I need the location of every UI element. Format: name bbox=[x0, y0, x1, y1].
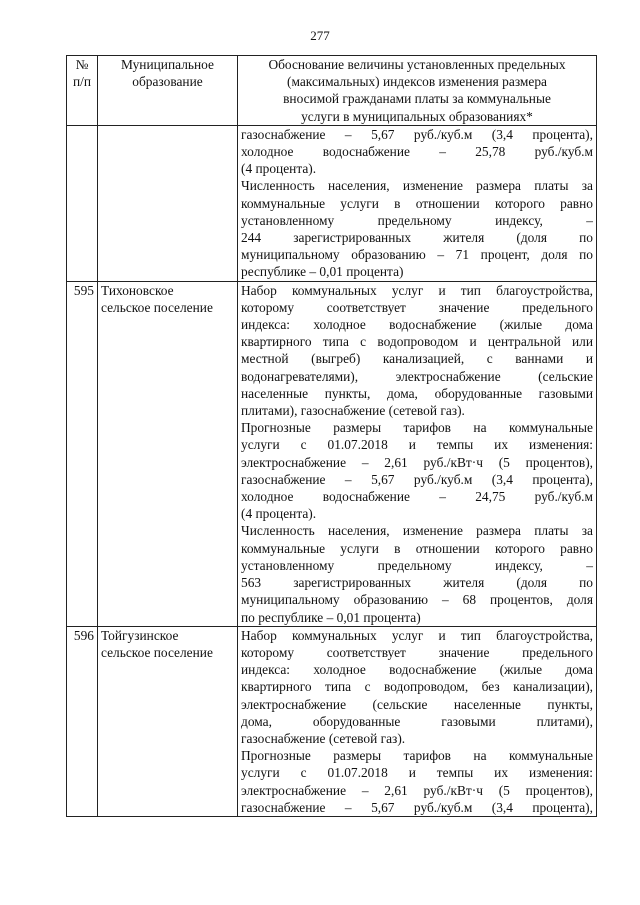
header-number-line: п/п bbox=[72, 74, 92, 90]
justification-text-line: Численность населения, изменение размера платы за bbox=[241, 523, 593, 539]
justification-text-line: Набор коммунальных услуг и тип благоустройства, bbox=[241, 627, 593, 643]
justification-text-line: муниципальному образованию – 68 процентов, доля bbox=[241, 592, 593, 608]
justification-text-line: Численность населения, изменение размера платы за bbox=[241, 178, 593, 194]
row-number-cell bbox=[67, 125, 98, 281]
header-justification-line: вносимой гражданами платы за коммунальные bbox=[283, 91, 551, 107]
header-row bbox=[67, 56, 597, 126]
justification-text-line: (4 процента). bbox=[241, 506, 317, 522]
justification-cell bbox=[238, 125, 597, 281]
justification-text-line: которому соответствует значение предельного bbox=[241, 299, 593, 315]
municipality-name-line: сельское поселение bbox=[101, 299, 213, 315]
justification-text-line: республике – 0,01 процента) bbox=[241, 264, 404, 280]
justification-text-line: плитами), газоснабжение (сетевой газ). bbox=[241, 403, 465, 419]
municipality-cell bbox=[98, 626, 238, 816]
table-row bbox=[67, 125, 597, 281]
justification-text-line: по республике – 0,01 процента) bbox=[241, 609, 421, 625]
justification-text-line: местной (выгреб) канализацией, с ваннами и bbox=[241, 351, 593, 367]
table-row bbox=[67, 626, 597, 816]
municipality-cell bbox=[98, 281, 238, 626]
row-number-cell: 596 bbox=[67, 626, 98, 816]
justification-cell bbox=[238, 626, 597, 816]
justification-text-line: газоснабжение (сетевой газ). bbox=[241, 730, 406, 746]
justification-text-line: водонагревателями), электроснабжение (сельские bbox=[241, 368, 593, 384]
justification-text-line: электроснабжение – 2,61 руб./кВт·ч (5 процентов), bbox=[241, 782, 593, 798]
justification-text-line: установленному предельному индексу, – bbox=[241, 557, 593, 573]
row-number-cell: 595 bbox=[67, 281, 98, 626]
justification-text-line: квартирного типа с водопроводом и центральной или bbox=[241, 334, 593, 350]
header-justification-line: услуги в муниципальных образованиях* bbox=[301, 108, 533, 124]
justification-cell bbox=[238, 281, 597, 626]
justification-text-line: (4 процента). bbox=[241, 161, 317, 177]
header-number-line: № bbox=[75, 57, 89, 72]
justification-text-line: муниципальному образованию – 71 процент, доля по bbox=[241, 247, 593, 263]
justification-text-line: холодное водоснабжение – 25,78 руб./куб.м bbox=[241, 144, 593, 160]
justification-text-line: установленному предельному индексу, – bbox=[241, 212, 593, 228]
header-justification bbox=[238, 56, 597, 126]
tariff-index-table bbox=[66, 55, 597, 817]
justification-text-line: услуги с 01.07.2018 и темпы их изменения: bbox=[241, 765, 593, 781]
header-justification-line: (максимальных) индексов изменения размера bbox=[287, 74, 547, 90]
justification-text-line: населенные пункты, дома, оборудованные газовыми bbox=[241, 385, 593, 401]
municipality-name-line: Тихоновское bbox=[101, 282, 174, 298]
header-municipality bbox=[98, 56, 238, 126]
justification-text-line: дома, оборудованные газовыми плитами), bbox=[241, 713, 593, 729]
header-number bbox=[67, 56, 98, 126]
justification-text-line: которому соответствует значение предельного bbox=[241, 644, 593, 660]
header-municipality-line: образование bbox=[132, 74, 203, 90]
header-justification-line: Обоснование величины установленных предельных bbox=[268, 57, 566, 72]
municipality-name-line: Тойгузинское bbox=[101, 627, 179, 643]
table-row bbox=[67, 281, 597, 626]
justification-text-line: газоснабжение – 5,67 руб./куб.м (3,4 процента), bbox=[241, 799, 593, 815]
justification-text-line: Набор коммунальных услуг и тип благоустройства, bbox=[241, 282, 593, 298]
table-body bbox=[67, 125, 597, 816]
page-number: 277 bbox=[310, 28, 330, 43]
justification-text-line: индекса: холодное водоснабжение (жилые дома bbox=[241, 662, 593, 678]
justification-text-line: 563 зарегистрированных жителя (доля по bbox=[241, 575, 593, 591]
justification-text-line: услуги с 01.07.2018 и темпы их изменения: bbox=[241, 437, 593, 453]
justification-text-line: 244 зарегистрированных жителя (доля по bbox=[241, 230, 593, 246]
justification-text-line: газоснабжение – 5,67 руб./куб.м (3,4 процента), bbox=[241, 471, 593, 487]
justification-text-line: Прогнозные размеры тарифов на коммунальные bbox=[241, 748, 593, 764]
municipality-name-line: сельское поселение bbox=[101, 644, 213, 660]
justification-text-line: электроснабжение (сельские населенные пункты, bbox=[241, 696, 593, 712]
justification-text-line: квартирного типа с водопроводом, без канализации), bbox=[241, 679, 593, 695]
header-municipality-line: Муниципальное bbox=[121, 57, 214, 72]
justification-text-line: газоснабжение – 5,67 руб./куб.м (3,4 процента), bbox=[241, 126, 593, 142]
justification-text-line: Прогнозные размеры тарифов на коммунальные bbox=[241, 420, 593, 436]
justification-text-line: индекса: холодное водоснабжение (жилые дома bbox=[241, 317, 593, 333]
table-header bbox=[67, 56, 597, 126]
justification-text-line: коммунальные услуги в отношении которого равно bbox=[241, 195, 593, 211]
justification-text-line: холодное водоснабжение – 24,75 руб./куб.м bbox=[241, 489, 593, 505]
justification-text-line: электроснабжение – 2,61 руб./кВт·ч (5 процентов), bbox=[241, 454, 593, 470]
municipality-cell bbox=[98, 125, 238, 281]
justification-text-line: коммунальные услуги в отношении которого равно bbox=[241, 540, 593, 556]
